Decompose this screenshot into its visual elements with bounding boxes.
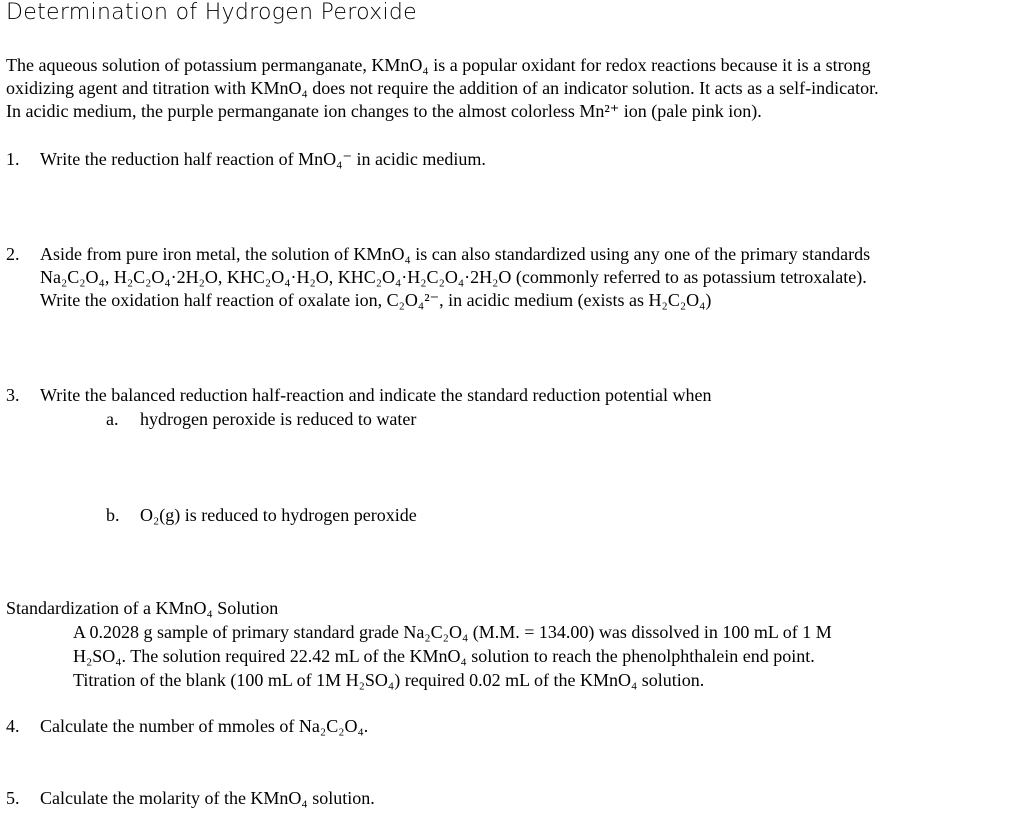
intro-line: oxidizing agent and titration with KMnO₄ does not require the addition of an indicator solution. It acts as a self-indicator. — [6, 78, 879, 98]
question-2-text: Aside from pure iron metal, the solution of KMnO₄ is can also standardized using any one of the primary standards — [40, 244, 871, 264]
question-number: 1. — [6, 149, 20, 169]
intro-line: The aqueous solution of potassium permanganate, KMnO₄ is a popular oxidant for redox reactions because it is a strong — [6, 55, 871, 75]
intro-line: In acidic medium, the purple permanganate ion changes to the almost colorless Mn²⁺ ion (pale pink ion). — [6, 101, 762, 121]
subquestion-b-text: O₂(g) is reduced to hydrogen peroxide — [140, 505, 417, 525]
question-2-text: Write the oxidation half reaction of oxalate ion, C₂O₄²⁻, in acidic medium (exists as H₂C₂O₄) — [40, 290, 712, 310]
standardization-line: H₂SO₄. The solution required 22.42 mL of the KMnO₄ solution to reach the phenolphthalein end point. — [73, 646, 815, 666]
question-3-text: Write the balanced reduction half-reaction and indicate the standard reduction potential when — [40, 385, 712, 405]
question-number: 5. — [6, 788, 20, 808]
subquestion-a-text: hydrogen peroxide is reduced to water — [140, 409, 417, 429]
question-1-text: Write the reduction half reaction of MnO₄⁻ in acidic medium. — [40, 149, 486, 169]
subquestion-label: a. — [106, 409, 119, 429]
question-4-text: Calculate the number of mmoles of Na₂C₂O₄. — [40, 716, 369, 736]
standardization-line: Titration of the blank (100 mL of 1M H₂SO₄) required 0.02 mL of the KMnO₄ solution. — [73, 670, 705, 690]
question-2-text: Na₂C₂O₄, H₂C₂O₄·2H₂O, KHC₂O₄·H₂O, KHC₂O₄·H₂C₂O₄·2H₂O (commonly referred to as potassium tetroxalate). — [40, 267, 867, 287]
standardization-line: A 0.2028 g sample of primary standard grade Na₂C₂O₄ (M.M. = 134.00) was dissolved in 100 mL of 1 M — [73, 622, 832, 642]
question-5-text: Calculate the molarity of the KMnO₄ solution. — [40, 788, 375, 808]
section-heading: Standardization of a KMnO₄ Solution — [6, 598, 279, 618]
question-number: 3. — [6, 385, 20, 405]
question-number: 2. — [6, 244, 20, 264]
page-title: Determination of Hydrogen Peroxide — [6, 0, 418, 25]
question-number: 4. — [6, 716, 20, 736]
subquestion-label: b. — [106, 505, 120, 525]
